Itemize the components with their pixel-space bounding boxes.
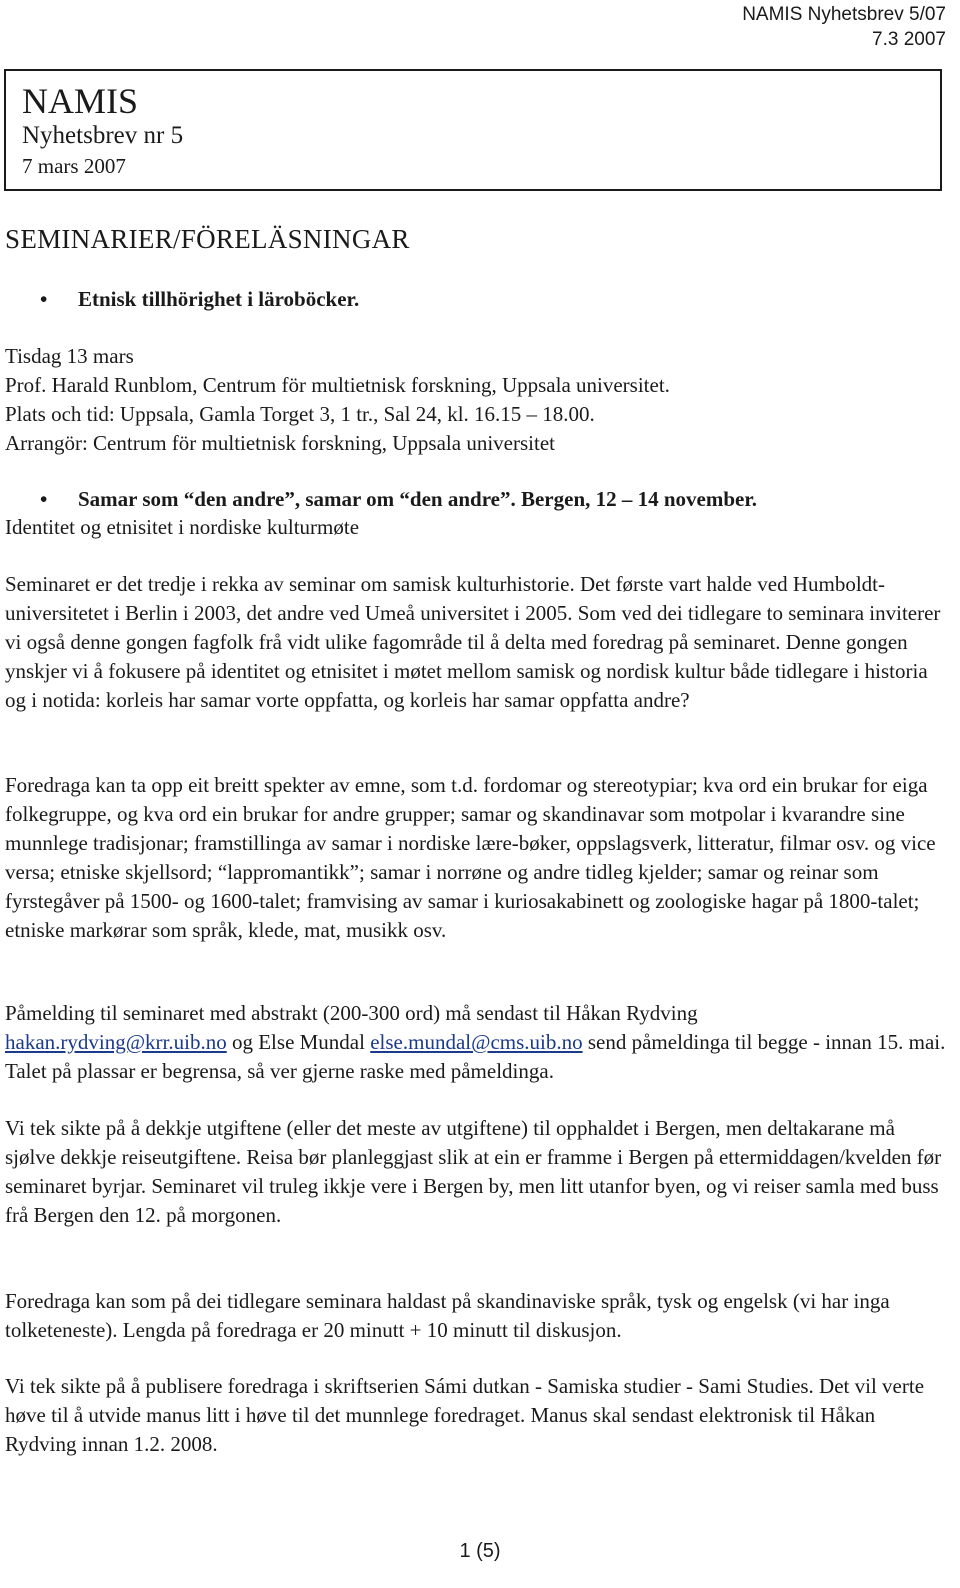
header-title: NAMIS Nyhetsbrev 5/07 — [742, 4, 946, 25]
event-2-subtitle: Identitet og etnisitet i nordiske kulturmøte — [5, 515, 360, 539]
paragraph-4-text: Vi tek sikte på å dekkje utgiftene (eller det meste av utgiftene) til opphaldet i Bergen, men deltakarane må sjølve dekkje reiseutgiftene. Reisa bør planleggjast slik at ein er framme i Bergen på ettermiddagen/kvelden før seminaret byrjar. Seminaret vil truleg ikkje vere i Bergen by, men litt utanfor byen, og vi reiser samla med buss frå Bergen den 12. på morgonen. — [5, 1116, 942, 1227]
newsletter-title-box — [4, 69, 942, 191]
bullet-icon: • — [40, 487, 48, 511]
email-link-mundal[interactable]: else.mundal@cms.uib.no — [370, 1030, 583, 1054]
paragraph-2 — [5, 771, 950, 945]
event-1-organizer: Arrangör: Centrum för multietnisk forskning, Uppsala universitet — [5, 431, 555, 455]
registration-end: send påmeldinga til begge - innan 15. mai. Talet på plassar er begrensa, så ver gjerne raske med påmeldinga. — [5, 1030, 946, 1083]
paragraph-4 — [5, 1114, 950, 1230]
event-1-speaker: Prof. Harald Runblom, Centrum för multietnisk forskning, Uppsala universitet. — [5, 373, 670, 397]
paragraph-3 — [5, 999, 950, 1086]
newsletter-subtitle: Nyhetsbrev nr 5 — [22, 122, 184, 149]
email-link-rydving[interactable]: hakan.rydving@krr.uib.no — [5, 1030, 227, 1054]
registration-intro: Påmelding til seminaret med abstrakt (200-300 ord) må sendast til Håkan Rydving — [5, 1001, 698, 1025]
event-1-place: Plats och tid: Uppsala, Gamla Torget 3, 1 tr., Sal 24, kl. 16.15 – 18.00. — [5, 402, 595, 426]
paragraph-1-text: Seminaret er det tredje i rekka av seminar om samisk kulturhistorie. Det første vart halde ved Humboldt-universitetet i Berlin i 2003, det andre ved Umeå universitet i 2005. Som ved dei tidlegare to seminara inviterer vi også denne gongen fagfolk frå vidt ulike fagområde til å delta med foredrag på seminaret. Denne gongen ynskjer vi å fokusere på identitet og etnisitet i møtet mellom samisk og nordisk kultur både tidlegare i historia og i notida: korleis har samar vorte oppfatta, og korleis har samar oppfatta andre? — [5, 572, 941, 712]
event-1-date: Tisdag 13 mars — [5, 344, 134, 368]
page-number: 1 (5) — [459, 1540, 501, 1562]
paragraph-6-text: Vi tek sikte på å publisere foredraga i skriftserien Sámi dutkan - Samiska studier - Sami Studies. Det vil verte høve til å utvide manus litt i høve til det munnlege foredraget. Manus skal sendast elektronisk til Håkan Rydving innan 1.2. 2008. — [5, 1374, 925, 1456]
section-heading: SEMINARIER/FÖRELÄSNINGAR — [5, 224, 410, 254]
paragraph-2-text: Foredraga kan ta opp eit breitt spekter av emne, som t.d. fordomar og stereotypiar; kva ord ein brukar for eiga folkegruppe, og kva ord ein brukar for andre grupper; samar og skandinavar som motpolar i kvarandre sine munnlege tradisjonar; framstillinga av samar i nordiske lære-bøker, oppslagsverk, litteratur, filmar osv. og vice versa; etniske skjellsord; “lappromantikk”; samar i norrøne og andre tidleg kjelder; samar og reinar som fyrstegåver på 1500- og 1600-talet; framvising av samar i kuriosakabinett og zoologiske hagar på 1800-talet; etniske markørar som språk, klede, mat, musikk osv. — [5, 773, 936, 942]
paragraph-1 — [5, 570, 950, 715]
paragraph-5 — [5, 1287, 950, 1345]
paragraph-5-text: Foredraga kan som på dei tidlegare seminara haldast på skandinaviske språk, tysk og engelsk (vi har inga tolketeneste). Lengda på foredraga er 20 minutt + 10 minutt til diskusjon. — [5, 1289, 890, 1342]
paragraph-6 — [5, 1372, 950, 1459]
running-header — [742, 2, 946, 52]
header-date: 7.3 2007 — [872, 29, 946, 50]
bullet-icon: • — [40, 287, 48, 311]
newsletter-date: 7 mars 2007 — [22, 154, 126, 178]
event-1-details — [5, 342, 950, 458]
newsletter-title: NAMIS — [22, 81, 139, 121]
paragraph-3-text — [5, 999, 950, 1086]
registration-mid: og Else Mundal — [226, 1030, 371, 1054]
bullet-text: Etnisk tillhörighet i läroböcker. — [78, 287, 360, 311]
bullet-text: Samar som “den andre”, samar om “den andre”. Bergen, 12 – 14 november. — [78, 487, 758, 511]
